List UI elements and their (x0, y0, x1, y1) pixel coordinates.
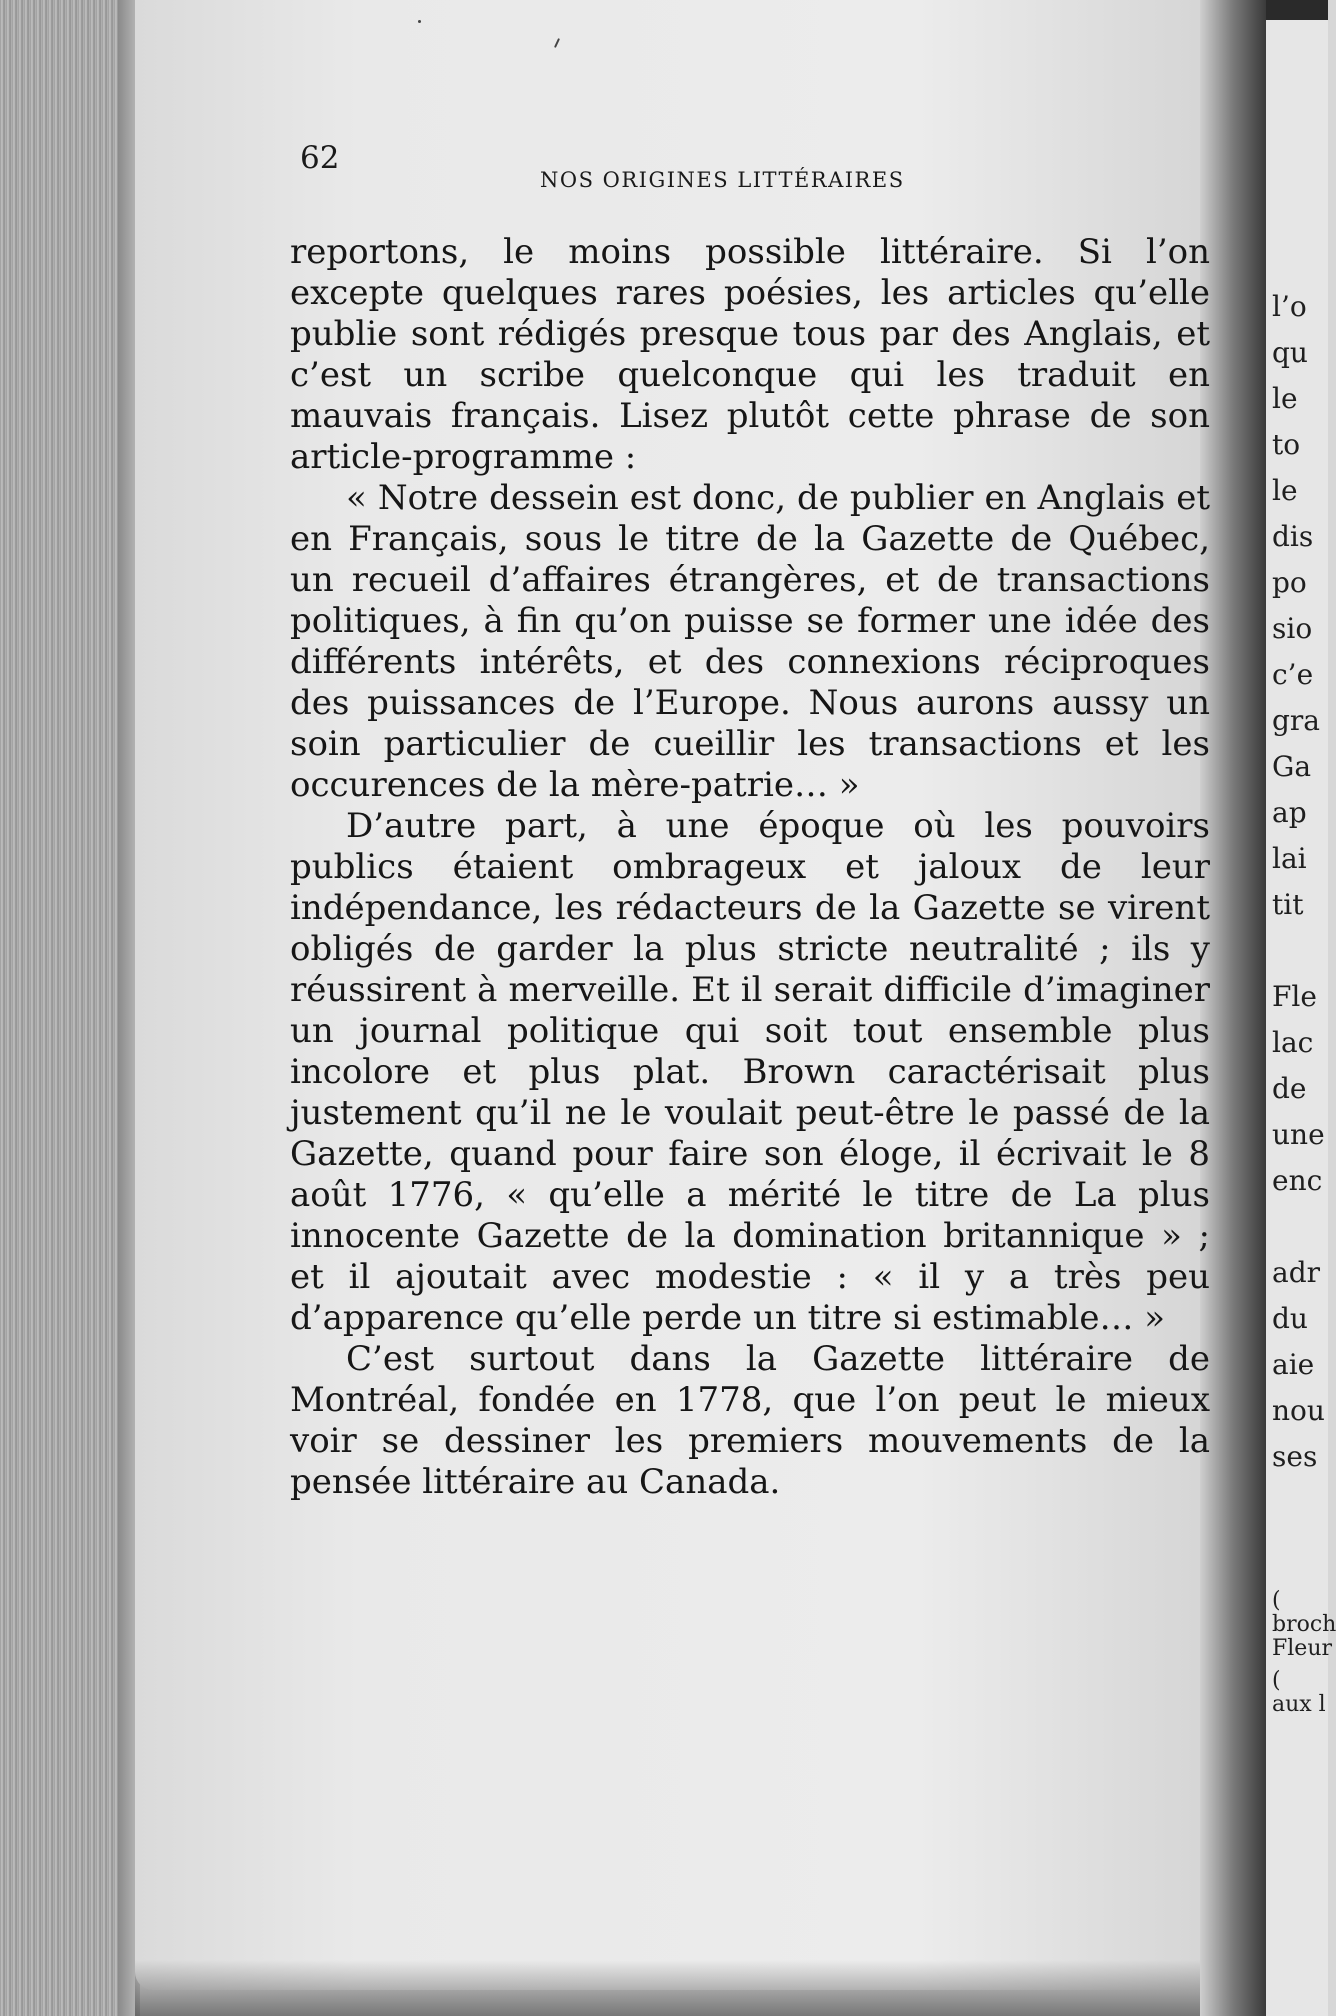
paragraph-2-quote: « Notre dessein est donc, de publier en Anglais et en Français, sous le titre de la Gazette de Québec, un recueil d’affaires étrangères, et de transactions politiques, à fin qu’on puisse se former une idée des différents intérêts, et des connexions réciproques des puissances de l’Europe. Nous aurons aussy un soin particulier de cueillir les transactions et les occurences de la mère-patrie… » (290, 478, 1210, 805)
facing-page-line: nou (1272, 1394, 1325, 1427)
print-speck (418, 20, 421, 23)
facing-page-line: gra (1272, 704, 1321, 737)
facing-page-line: lac (1272, 1026, 1314, 1059)
facing-page-footnote: ( (1272, 1588, 1281, 1613)
facing-page-line: c’e (1272, 658, 1314, 691)
facing-page-line: tit (1272, 888, 1304, 921)
page-edge-stack (0, 0, 140, 2016)
facing-page-footnote: Fleur (1272, 1636, 1333, 1661)
facing-page-line: du (1272, 1302, 1308, 1335)
facing-page-line: enc (1272, 1164, 1323, 1197)
facing-page-line: ap (1272, 796, 1307, 829)
facing-page-line: to (1272, 428, 1301, 461)
facing-page-line: dis (1272, 520, 1314, 553)
facing-page-line: adr (1272, 1256, 1321, 1289)
facing-page-line: l’o (1272, 290, 1307, 323)
facing-page-footnote: broch (1272, 1612, 1336, 1637)
facing-page-line: qu (1272, 336, 1308, 369)
facing-page-line: Ga (1272, 750, 1312, 783)
page-bottom-shadow (135, 1960, 1250, 2016)
facing-page-top-shadow (1266, 0, 1328, 20)
facing-page-line: po (1272, 566, 1307, 599)
facing-page-line: le (1272, 382, 1298, 415)
page-number: 62 (300, 140, 340, 176)
body-text (290, 232, 1210, 1503)
facing-page-line: ses (1272, 1440, 1318, 1473)
facing-page-line: une (1272, 1118, 1325, 1151)
paragraph-1: reportons, le moins possible littéraire. Si l’on excepte quelques rares poésies, les articles qu’elle publie sont rédigés presque tous par des Anglais, et c’est un scribe quelconque qui les traduit en mauvais français. Lisez plutôt cette phrase de son article-programme : (290, 232, 1210, 477)
facing-page-line: sio (1272, 612, 1313, 645)
facing-page-line: lai (1272, 842, 1307, 875)
facing-page-footnote: aux l (1272, 1692, 1326, 1717)
facing-page (1266, 0, 1336, 2016)
paragraph-3: D’autre part, à une époque où les pouvoirs publics étaient ombrageux et jaloux de leur indépendance, les rédacteurs de la Gazette se virent obligés de garder la plus stricte neutralité ; ils y réussirent à merveille. Et il serait difficile d’imaginer un journal politique qui soit tout ensemble plus incolore et plus plat. Brown caractérisait plus justement qu’il ne le voulait peut-être le passé de la Gazette, quand pour faire son éloge, il écrivait le 8 août 1776, « qu’elle a mérité le titre de La plus innocente Gazette de la domination britannique » ; et il ajoutait avec modestie : « il y a très peu d’apparence qu’elle perde un titre si estimable… » (290, 806, 1210, 1338)
facing-page-line: Fle (1272, 980, 1317, 1013)
facing-page-line: le (1272, 474, 1298, 507)
facing-page-line: aie (1272, 1348, 1315, 1381)
paragraph-4: C’est surtout dans la Gazette littéraire de Montréal, fondée en 1778, que l’on peut le mieux voir se dessiner les premiers mouvements de la pensée littéraire au Canada. (290, 1339, 1210, 1502)
facing-page-line: de (1272, 1072, 1307, 1105)
running-head: NOS ORIGINES LITTÉRAIRES (540, 168, 905, 192)
facing-page-footnote: ( (1272, 1668, 1281, 1693)
page-header (300, 140, 1000, 190)
